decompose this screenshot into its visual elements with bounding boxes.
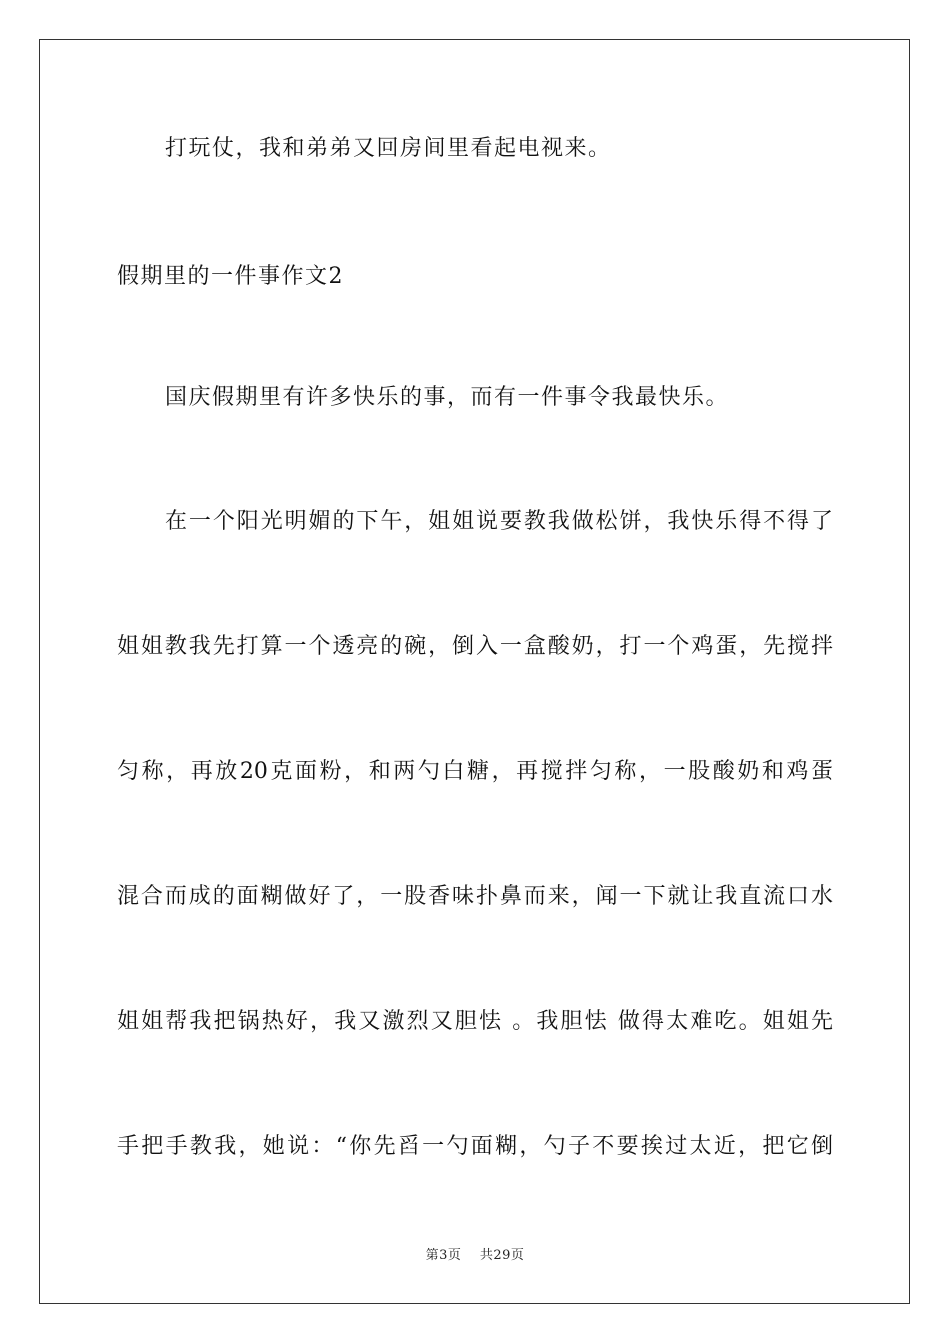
page-border <box>39 39 910 1304</box>
section-heading: 假期里的一件事作文2 <box>117 264 344 289</box>
paragraph-line: 在一个阳光明媚的下午，姐姐说要教我做松饼，我快乐得不得了 <box>165 509 833 534</box>
paragraph-line: 姐姐教我先打算一个透亮的碗，倒入一盒酸奶，打一个鸡蛋，先搅拌 <box>117 634 833 659</box>
paragraph-line: 混合而成的面糊做好了，一股香味扑鼻而来，闻一下就让我直流口水 <box>117 884 833 909</box>
paragraph-line: 国庆假期里有许多快乐的事，而有一件事令我最快乐。 <box>165 385 730 410</box>
paragraph-line: 姐姐帮我把锅热好，我又激烈又胆怯 。我胆怯 做得太难吃。姐姐先 <box>117 1009 833 1034</box>
paragraph-line: 匀称，再放20克面粉，和两勺白糖，再搅拌匀称，一股酸奶和鸡蛋 <box>117 759 833 784</box>
page-number-footer: 第3页 共29页 <box>425 1248 525 1263</box>
paragraph-line: 打玩仗，我和弟弟又回房间里看起电视来。 <box>165 136 612 161</box>
paragraph-line: 手把手教我，她说：“你先舀一勺面糊，勺子不要挨过太近，把它倒 <box>117 1134 833 1159</box>
